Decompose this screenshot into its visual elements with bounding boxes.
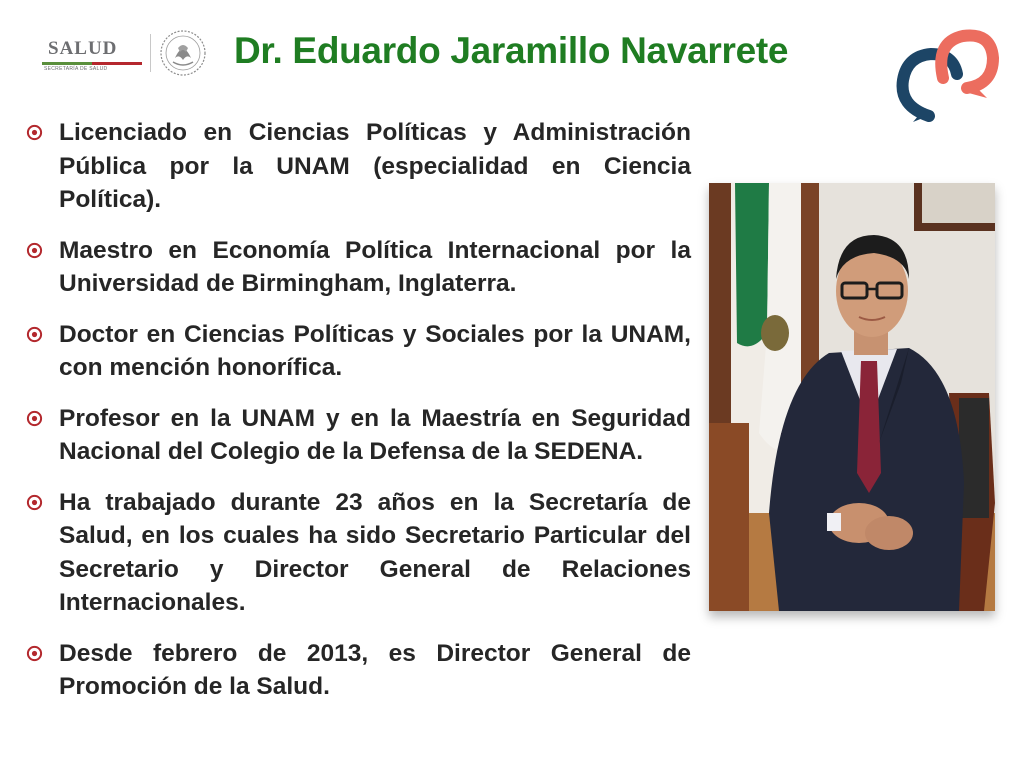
interlocking-rings-logo-icon [895, 28, 1000, 123]
salud-logo [30, 28, 210, 78]
circled-dot-icon [26, 645, 43, 662]
list-item [26, 234, 691, 301]
list-item [26, 637, 691, 704]
list-item [26, 486, 691, 620]
logo-divider [150, 34, 151, 72]
bullet-text: Licenciado en Ciencias Políticas y Administración Pública por la UNAM (especialidad en Ciencia Política). [59, 119, 691, 213]
mexican-coat-of-arms-icon [158, 28, 208, 78]
bullet-text: Profesor en la UNAM y en la Maestría en Seguridad Nacional del Colegio de la Defensa de la SEDENA. [59, 404, 691, 465]
bullet-list [26, 116, 691, 721]
portrait-photo [709, 183, 995, 611]
circled-dot-icon [26, 410, 43, 427]
circled-dot-icon [26, 326, 43, 343]
list-item [26, 318, 691, 385]
bullet-text: Desde febrero de 2013, es Director General de Promoción de la Salud. [59, 639, 691, 700]
bullet-text: Ha trabajado durante 23 años en la Secretaría de Salud, en los cuales ha sido Secretario Particular del Secretario y Director General de Relaciones Internacionales. [59, 488, 691, 616]
bullet-text: Maestro en Economía Política Internacional por la Universidad de Birmingham, Inglaterra. [59, 236, 691, 297]
salud-logo-text: SALUD [48, 38, 118, 59]
list-item [26, 116, 691, 217]
slide-title: Dr. Eduardo Jaramillo Navarrete [234, 30, 789, 71]
circled-dot-icon [26, 124, 43, 141]
salud-logo-subtitle: SECRETARÍA DE SALUD [44, 66, 108, 72]
salud-logo-bar [42, 62, 142, 65]
portrait-illustration [709, 183, 995, 611]
circled-dot-icon [26, 242, 43, 259]
list-item [26, 402, 691, 469]
circled-dot-icon [26, 494, 43, 511]
bullet-text: Doctor en Ciencias Políticas y Sociales por la UNAM, con mención honorífica. [59, 320, 691, 381]
